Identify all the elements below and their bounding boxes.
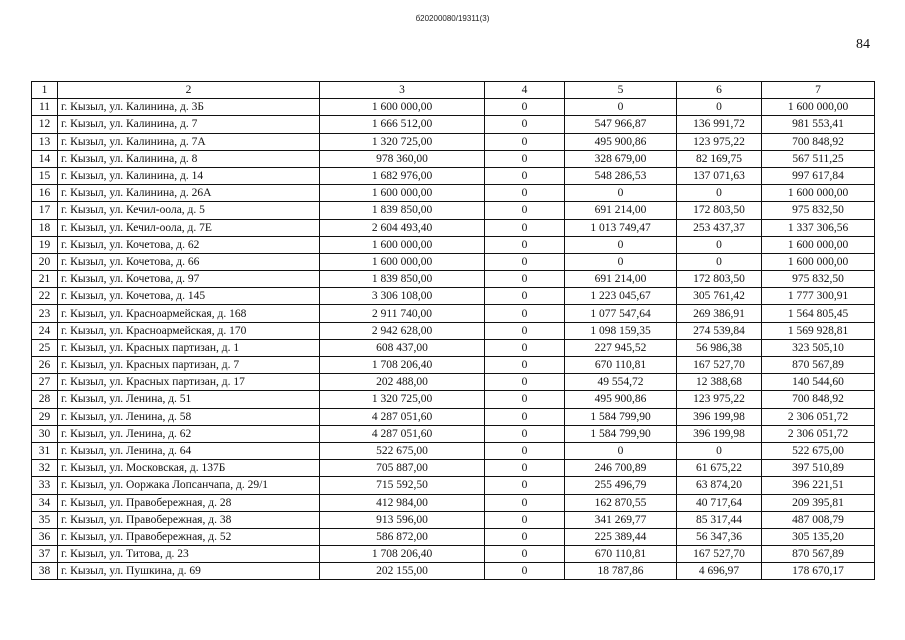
column-7-cell: 1 777 300,91 xyxy=(762,288,875,305)
address-cell: г. Кызыл, ул. Красноармейская, д. 168 xyxy=(58,305,320,322)
column-7-cell: 397 510,89 xyxy=(762,460,875,477)
column-header: 5 xyxy=(565,82,677,99)
column-4-cell: 0 xyxy=(485,339,565,356)
address-cell: г. Кызыл, ул. Правобережная, д. 38 xyxy=(58,511,320,528)
row-number: 26 xyxy=(32,357,58,374)
page-number: 84 xyxy=(856,37,870,52)
column-5-cell: 495 900,86 xyxy=(565,391,677,408)
column-4-cell: 0 xyxy=(485,425,565,442)
column-4-cell: 0 xyxy=(485,391,565,408)
table-row xyxy=(32,271,875,288)
column-6-cell: 274 539,84 xyxy=(677,322,762,339)
column-5-cell: 548 286,53 xyxy=(565,167,677,184)
total-cost-cell: 522 675,00 xyxy=(320,442,485,459)
table-body xyxy=(32,99,875,580)
column-4-cell: 0 xyxy=(485,185,565,202)
total-cost-cell: 412 984,00 xyxy=(320,494,485,511)
column-5-cell: 0 xyxy=(565,99,677,116)
address-cell: г. Кызыл, ул. Кочетова, д. 66 xyxy=(58,253,320,270)
column-6-cell: 269 386,91 xyxy=(677,305,762,322)
column-4-cell: 0 xyxy=(485,150,565,167)
total-cost-cell: 1 682 976,00 xyxy=(320,167,485,184)
column-7-cell: 981 553,41 xyxy=(762,116,875,133)
column-4-cell: 0 xyxy=(485,253,565,270)
column-4-cell: 0 xyxy=(485,116,565,133)
row-number: 25 xyxy=(32,339,58,356)
table-row xyxy=(32,219,875,236)
column-6-cell: 167 527,70 xyxy=(677,546,762,563)
address-cell: г. Кызыл, ул. Кочетова, д. 145 xyxy=(58,288,320,305)
column-6-cell: 56 347,36 xyxy=(677,528,762,545)
column-5-cell: 1 584 799,90 xyxy=(565,408,677,425)
row-number: 35 xyxy=(32,511,58,528)
column-5-cell: 1 098 159,35 xyxy=(565,322,677,339)
column-6-cell: 63 874,20 xyxy=(677,477,762,494)
column-6-cell: 0 xyxy=(677,99,762,116)
column-6-cell: 0 xyxy=(677,236,762,253)
column-6-cell: 253 437,37 xyxy=(677,219,762,236)
column-7-cell: 975 832,50 xyxy=(762,202,875,219)
column-5-cell: 255 496,79 xyxy=(565,477,677,494)
address-cell: г. Кызыл, ул. Титова, д. 23 xyxy=(58,546,320,563)
document-id: б20200080/19311(3) xyxy=(415,14,490,23)
column-6-cell: 0 xyxy=(677,442,762,459)
address-cell: г. Кызыл, ул. Кочетова, д. 62 xyxy=(58,236,320,253)
address-cell: г. Кызыл, ул. Ленина, д. 58 xyxy=(58,408,320,425)
column-6-cell: 137 071,63 xyxy=(677,167,762,184)
column-7-cell: 700 848,92 xyxy=(762,133,875,150)
column-5-cell: 328 679,00 xyxy=(565,150,677,167)
column-5-cell: 341 269,77 xyxy=(565,511,677,528)
row-number: 14 xyxy=(32,150,58,167)
column-7-cell: 1 600 000,00 xyxy=(762,185,875,202)
column-4-cell: 0 xyxy=(485,271,565,288)
column-7-cell: 870 567,89 xyxy=(762,546,875,563)
total-cost-cell: 705 887,00 xyxy=(320,460,485,477)
column-4-cell: 0 xyxy=(485,408,565,425)
table-row xyxy=(32,563,875,580)
column-6-cell: 56 986,38 xyxy=(677,339,762,356)
column-4-cell: 0 xyxy=(485,322,565,339)
column-4-cell: 0 xyxy=(485,546,565,563)
row-number: 30 xyxy=(32,425,58,442)
row-number: 19 xyxy=(32,236,58,253)
column-4-cell: 0 xyxy=(485,563,565,580)
column-4-cell: 0 xyxy=(485,511,565,528)
column-6-cell: 4 696,97 xyxy=(677,563,762,580)
column-7-cell: 2 306 051,72 xyxy=(762,408,875,425)
column-6-cell: 0 xyxy=(677,185,762,202)
address-cell: г. Кызыл, ул. Кечил-оола, д. 5 xyxy=(58,202,320,219)
address-cell: г. Кызыл, ул. Кечил-оола, д. 7Е xyxy=(58,219,320,236)
total-cost-cell: 608 437,00 xyxy=(320,339,485,356)
column-6-cell: 136 991,72 xyxy=(677,116,762,133)
address-cell: г. Кызыл, ул. Красных партизан, д. 17 xyxy=(58,374,320,391)
column-4-cell: 0 xyxy=(485,99,565,116)
table-row xyxy=(32,99,875,116)
address-cell: г. Кызыл, ул. Московская, д. 137Б xyxy=(58,460,320,477)
row-number: 21 xyxy=(32,271,58,288)
column-7-cell: 396 221,51 xyxy=(762,477,875,494)
column-7-cell: 1 600 000,00 xyxy=(762,253,875,270)
total-cost-cell: 1 839 850,00 xyxy=(320,271,485,288)
table-row xyxy=(32,511,875,528)
address-cell: г. Кызыл, ул. Ленина, д. 51 xyxy=(58,391,320,408)
table-row xyxy=(32,167,875,184)
column-6-cell: 123 975,22 xyxy=(677,133,762,150)
row-number: 32 xyxy=(32,460,58,477)
column-6-cell: 40 717,64 xyxy=(677,494,762,511)
column-5-cell: 1 013 749,47 xyxy=(565,219,677,236)
address-cell: г. Кызыл, ул. Пушкина, д. 69 xyxy=(58,563,320,580)
column-7-cell: 567 511,25 xyxy=(762,150,875,167)
address-cell: г. Кызыл, ул. Калинина, д. 7А xyxy=(58,133,320,150)
row-number: 37 xyxy=(32,546,58,563)
address-cell: г. Кызыл, ул. Красных партизан, д. 7 xyxy=(58,357,320,374)
address-cell: г. Кызыл, ул. Красных партизан, д. 1 xyxy=(58,339,320,356)
column-7-cell: 178 670,17 xyxy=(762,563,875,580)
column-header: 2 xyxy=(58,82,320,99)
total-cost-cell: 1 600 000,00 xyxy=(320,185,485,202)
total-cost-cell: 1 708 206,40 xyxy=(320,546,485,563)
address-cell: г. Кызыл, ул. Ленина, д. 62 xyxy=(58,425,320,442)
column-5-cell: 1 584 799,90 xyxy=(565,425,677,442)
row-number: 28 xyxy=(32,391,58,408)
table-row xyxy=(32,150,875,167)
column-7-cell: 487 008,79 xyxy=(762,511,875,528)
column-5-cell: 49 554,72 xyxy=(565,374,677,391)
total-cost-cell: 1 600 000,00 xyxy=(320,253,485,270)
table-row xyxy=(32,546,875,563)
total-cost-cell: 978 360,00 xyxy=(320,150,485,167)
column-7-cell: 1 600 000,00 xyxy=(762,236,875,253)
column-6-cell: 61 675,22 xyxy=(677,460,762,477)
total-cost-cell: 4 287 051,60 xyxy=(320,425,485,442)
address-cell: г. Кызыл, ул. Калинина, д. 3Б xyxy=(58,99,320,116)
column-7-cell: 1 564 805,45 xyxy=(762,305,875,322)
table-row xyxy=(32,442,875,459)
table-row xyxy=(32,339,875,356)
column-header: 3 xyxy=(320,82,485,99)
column-6-cell: 12 388,68 xyxy=(677,374,762,391)
table-row xyxy=(32,288,875,305)
row-number: 23 xyxy=(32,305,58,322)
column-4-cell: 0 xyxy=(485,133,565,150)
column-4-cell: 0 xyxy=(485,494,565,511)
total-cost-cell: 2 911 740,00 xyxy=(320,305,485,322)
column-6-cell: 85 317,44 xyxy=(677,511,762,528)
row-number: 24 xyxy=(32,322,58,339)
column-4-cell: 0 xyxy=(485,167,565,184)
data-table xyxy=(31,81,875,580)
total-cost-cell: 586 872,00 xyxy=(320,528,485,545)
column-7-cell: 1 569 928,81 xyxy=(762,322,875,339)
table-row xyxy=(32,528,875,545)
column-4-cell: 0 xyxy=(485,288,565,305)
total-cost-cell: 913 596,00 xyxy=(320,511,485,528)
column-5-cell: 547 966,87 xyxy=(565,116,677,133)
address-cell: г. Кызыл, ул. Ооржака Лопсанчапа, д. 29/1 xyxy=(58,477,320,494)
row-number: 20 xyxy=(32,253,58,270)
table-row xyxy=(32,408,875,425)
column-6-cell: 396 199,98 xyxy=(677,408,762,425)
column-6-cell: 396 199,98 xyxy=(677,425,762,442)
column-5-cell: 495 900,86 xyxy=(565,133,677,150)
total-cost-cell: 4 287 051,60 xyxy=(320,408,485,425)
column-6-cell: 0 xyxy=(677,253,762,270)
table-header-row xyxy=(32,82,875,99)
address-cell: г. Кызыл, ул. Ленина, д. 64 xyxy=(58,442,320,459)
row-number: 18 xyxy=(32,219,58,236)
total-cost-cell: 2 942 628,00 xyxy=(320,322,485,339)
column-6-cell: 172 803,50 xyxy=(677,202,762,219)
column-6-cell: 82 169,75 xyxy=(677,150,762,167)
total-cost-cell: 1 839 850,00 xyxy=(320,202,485,219)
column-5-cell: 0 xyxy=(565,236,677,253)
address-cell: г. Кызыл, ул. Кочетова, д. 97 xyxy=(58,271,320,288)
column-5-cell: 0 xyxy=(565,253,677,270)
column-7-cell: 700 848,92 xyxy=(762,391,875,408)
row-number: 22 xyxy=(32,288,58,305)
row-number: 27 xyxy=(32,374,58,391)
address-cell: г. Кызыл, ул. Калинина, д. 14 xyxy=(58,167,320,184)
total-cost-cell: 2 604 493,40 xyxy=(320,219,485,236)
column-header: 6 xyxy=(677,82,762,99)
address-cell: г. Кызыл, ул. Калинина, д. 8 xyxy=(58,150,320,167)
table-row xyxy=(32,185,875,202)
table-row xyxy=(32,305,875,322)
row-number: 29 xyxy=(32,408,58,425)
row-number: 11 xyxy=(32,99,58,116)
column-4-cell: 0 xyxy=(485,202,565,219)
total-cost-cell: 715 592,50 xyxy=(320,477,485,494)
table-row xyxy=(32,116,875,133)
column-header: 4 xyxy=(485,82,565,99)
row-number: 33 xyxy=(32,477,58,494)
column-4-cell: 0 xyxy=(485,236,565,253)
column-5-cell: 246 700,89 xyxy=(565,460,677,477)
column-7-cell: 209 395,81 xyxy=(762,494,875,511)
column-4-cell: 0 xyxy=(485,477,565,494)
row-number: 15 xyxy=(32,167,58,184)
address-cell: г. Кызыл, ул. Красноармейская, д. 170 xyxy=(58,322,320,339)
column-4-cell: 0 xyxy=(485,305,565,322)
column-7-cell: 305 135,20 xyxy=(762,528,875,545)
row-number: 17 xyxy=(32,202,58,219)
table-row xyxy=(32,425,875,442)
address-cell: г. Кызыл, ул. Калинина, д. 26А xyxy=(58,185,320,202)
column-5-cell: 225 389,44 xyxy=(565,528,677,545)
table-row xyxy=(32,374,875,391)
column-5-cell: 670 110,81 xyxy=(565,546,677,563)
total-cost-cell: 1 320 725,00 xyxy=(320,133,485,150)
total-cost-cell: 202 155,00 xyxy=(320,563,485,580)
table-row xyxy=(32,322,875,339)
column-6-cell: 305 761,42 xyxy=(677,288,762,305)
column-4-cell: 0 xyxy=(485,357,565,374)
table-row xyxy=(32,391,875,408)
address-cell: г. Кызыл, ул. Правобережная, д. 52 xyxy=(58,528,320,545)
column-5-cell: 1 077 547,64 xyxy=(565,305,677,322)
column-7-cell: 522 675,00 xyxy=(762,442,875,459)
address-cell: г. Кызыл, ул. Калинина, д. 7 xyxy=(58,116,320,133)
table-row xyxy=(32,460,875,477)
column-7-cell: 997 617,84 xyxy=(762,167,875,184)
column-7-cell: 323 505,10 xyxy=(762,339,875,356)
table-row xyxy=(32,477,875,494)
table-row xyxy=(32,494,875,511)
column-4-cell: 0 xyxy=(485,442,565,459)
column-5-cell: 691 214,00 xyxy=(565,202,677,219)
column-7-cell: 870 567,89 xyxy=(762,357,875,374)
total-cost-cell: 202 488,00 xyxy=(320,374,485,391)
row-number: 36 xyxy=(32,528,58,545)
column-header: 7 xyxy=(762,82,875,99)
column-4-cell: 0 xyxy=(485,528,565,545)
column-6-cell: 167 527,70 xyxy=(677,357,762,374)
column-4-cell: 0 xyxy=(485,374,565,391)
row-number: 12 xyxy=(32,116,58,133)
row-number: 38 xyxy=(32,563,58,580)
column-5-cell: 691 214,00 xyxy=(565,271,677,288)
column-7-cell: 140 544,60 xyxy=(762,374,875,391)
table-row xyxy=(32,357,875,374)
total-cost-cell: 1 666 512,00 xyxy=(320,116,485,133)
row-number: 31 xyxy=(32,442,58,459)
total-cost-cell: 3 306 108,00 xyxy=(320,288,485,305)
column-4-cell: 0 xyxy=(485,460,565,477)
column-7-cell: 1 600 000,00 xyxy=(762,99,875,116)
column-5-cell: 162 870,55 xyxy=(565,494,677,511)
column-5-cell: 670 110,81 xyxy=(565,357,677,374)
column-5-cell: 18 787,86 xyxy=(565,563,677,580)
column-5-cell: 0 xyxy=(565,442,677,459)
column-5-cell: 0 xyxy=(565,185,677,202)
column-5-cell: 1 223 045,67 xyxy=(565,288,677,305)
total-cost-cell: 1 600 000,00 xyxy=(320,99,485,116)
table-row xyxy=(32,236,875,253)
column-7-cell: 1 337 306,56 xyxy=(762,219,875,236)
total-cost-cell: 1 320 725,00 xyxy=(320,391,485,408)
total-cost-cell: 1 708 206,40 xyxy=(320,357,485,374)
column-6-cell: 123 975,22 xyxy=(677,391,762,408)
column-7-cell: 2 306 051,72 xyxy=(762,425,875,442)
column-4-cell: 0 xyxy=(485,219,565,236)
total-cost-cell: 1 600 000,00 xyxy=(320,236,485,253)
column-7-cell: 975 832,50 xyxy=(762,271,875,288)
table-row xyxy=(32,253,875,270)
column-6-cell: 172 803,50 xyxy=(677,271,762,288)
row-number: 34 xyxy=(32,494,58,511)
column-5-cell: 227 945,52 xyxy=(565,339,677,356)
table-row xyxy=(32,133,875,150)
column-header: 1 xyxy=(32,82,58,99)
row-number: 13 xyxy=(32,133,58,150)
row-number: 16 xyxy=(32,185,58,202)
table-row xyxy=(32,202,875,219)
address-cell: г. Кызыл, ул. Правобережная, д. 28 xyxy=(58,494,320,511)
